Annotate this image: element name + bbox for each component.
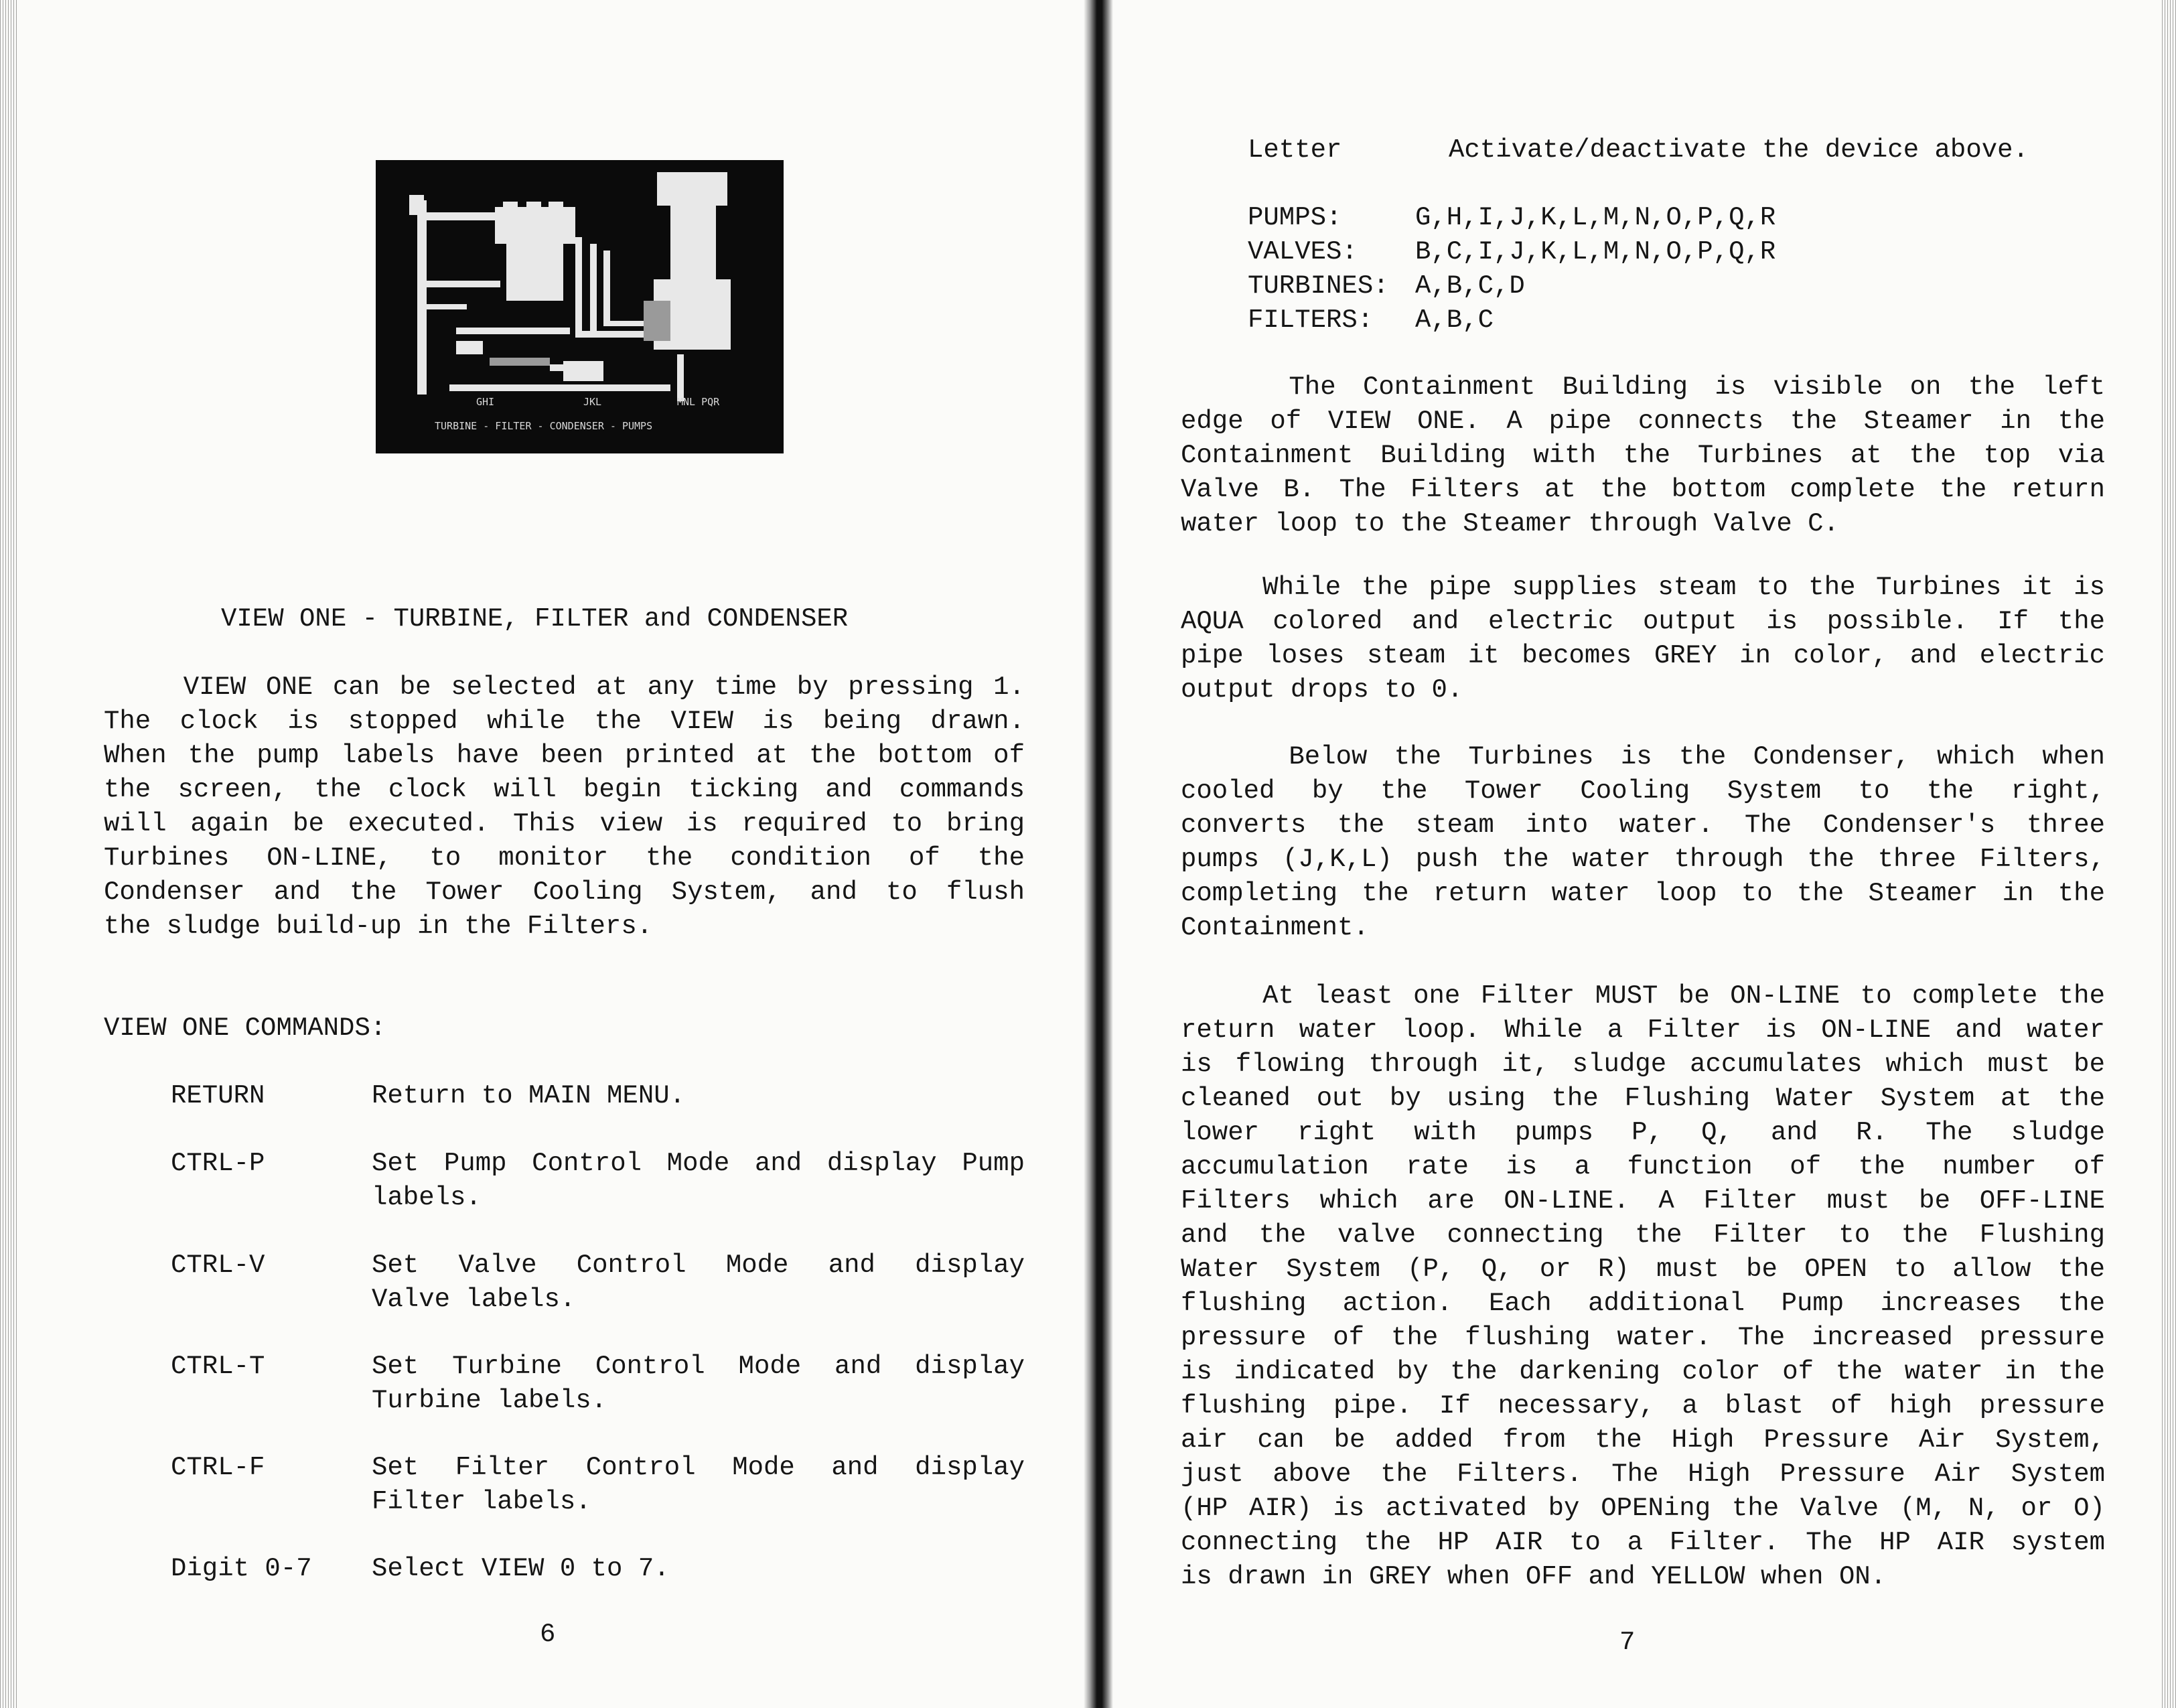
device-label: PUMPS: (1248, 203, 1342, 232)
paragraph-line: edge of VIEW ONE. A pipe connects the Steamer in the (1181, 407, 2105, 436)
device-label: FILTERS: (1248, 305, 1374, 335)
command-desc (372, 1147, 1025, 1215)
page-number: 7 (1619, 1628, 1636, 1657)
command-desc-line: Set Filter Control Mode and display (372, 1453, 1025, 1482)
paragraph-line: connecting the HP AIR to a Filter. The HP AIR system (1181, 1528, 2105, 1557)
view-one-diagram (376, 160, 784, 453)
page-number: 6 (540, 1620, 556, 1649)
device-letters: G,H,I,J,K,L,M,N,O,P,Q,R (1415, 203, 1776, 232)
screen-label-jkl: JKL (583, 396, 602, 408)
paragraph-line: pipe loses steam it becomes GREY in color, and electric (1181, 641, 2105, 670)
section-title: VIEW ONE - TURBINE, FILTER and CONDENSER (221, 604, 849, 634)
paragraph-line: is drawn in GREY when OFF and YELLOW when ON. (1181, 1562, 1887, 1591)
intro-line: Condenser and the Tower Cooling System, and to flush (104, 877, 1025, 907)
paragraph-line: just above the Filters. The High Pressure Air System (1181, 1460, 2105, 1489)
intro-line: When the pump labels have been printed at the bottom of (104, 741, 1025, 770)
command-key: CTRL-P (171, 1149, 265, 1178)
paragraph-line: and the valve connecting the Filter to the Flushing (1181, 1220, 2105, 1250)
paragraph-line: Filters which are ON-LINE. A Filter must be OFF-LINE (1181, 1186, 2105, 1216)
paragraph-line: air can be added from the High Pressure Air System, (1181, 1425, 2105, 1455)
device-label: TURBINES: (1248, 271, 1389, 301)
command-desc (372, 1249, 1025, 1317)
intro-line: the sludge build-up in the Filters. (104, 912, 653, 941)
command-desc-line: labels. (372, 1183, 482, 1212)
command-key: RETURN (171, 1081, 265, 1111)
paragraph-line: Containment Building with the Turbines at the top via (1181, 441, 2105, 470)
device-letters: B,C,I,J,K,L,M,N,O,P,Q,R (1415, 237, 1776, 267)
command-key: CTRL-V (171, 1251, 265, 1280)
intro-line: Turbines ON-LINE, to monitor the condition of the (104, 843, 1025, 873)
paragraph-filters (1181, 979, 2105, 1594)
command-desc (372, 1552, 1025, 1586)
paragraph-line: return water loop. While a Filter is ON-LINE and water (1181, 1015, 2105, 1045)
scan-edge-right (2162, 0, 2176, 1708)
paragraph-containment (1181, 370, 2105, 541)
view-one-screenshot (376, 160, 784, 453)
paragraph-steam (1181, 571, 2105, 707)
letter-desc: Activate/deactivate the device above. (1449, 135, 2029, 165)
command-desc-line: Turbine labels. (372, 1386, 607, 1415)
paragraph-line: water loop to the Steamer through Valve C. (1181, 509, 1839, 539)
paragraph-line: AQUA colored and electric output is possible. If the (1181, 607, 2105, 636)
device-label: VALVES: (1248, 237, 1358, 267)
paragraph-line: is indicated by the darkening color of the water in the (1181, 1357, 2105, 1386)
paragraph-line: While the pipe supplies steam to the Turbines it is (1181, 573, 2105, 602)
paragraph-line: Containment. (1181, 913, 1369, 942)
command-desc-line: Filter labels. (372, 1487, 591, 1516)
letter-key: Letter (1248, 135, 1342, 165)
paragraph-line: converts the steam into water. The Condenser's three (1181, 810, 2105, 840)
paragraph-line: cleaned out by using the Flushing Water System at the (1181, 1084, 2105, 1113)
command-key: Digit 0-7 (171, 1554, 312, 1583)
paragraph-line: accumulation rate is a function of the number of (1181, 1152, 2105, 1182)
paragraph-condenser (1181, 740, 2105, 945)
commands-heading: VIEW ONE COMMANDS: (104, 1013, 386, 1043)
intro-line: The clock is stopped while the VIEW is being drawn. (104, 707, 1025, 736)
paragraph-line: (HP AIR) is activated by OPENing the Valve (M, N, or O) (1181, 1494, 2105, 1523)
command-key: CTRL-T (171, 1352, 265, 1381)
screen-caption: TURBINE - FILTER - CONDENSER - PUMPS (435, 420, 653, 432)
command-desc-line: Set Turbine Control Mode and display (372, 1352, 1025, 1381)
command-desc-line: Set Valve Control Mode and display (372, 1251, 1025, 1280)
paragraph-line: Below the Turbines is the Condenser, which when (1181, 742, 2105, 772)
paragraph-line: lower right with pumps P, Q, and R. The sludge (1181, 1118, 2105, 1147)
command-desc-line: Set Pump Control Mode and display Pump (372, 1149, 1025, 1178)
command-desc (372, 1350, 1025, 1418)
command-desc (372, 1079, 1025, 1113)
screen-label-ghi: GHI (476, 396, 495, 408)
intro-line: VIEW ONE can be selected at any time by pressing 1. (104, 672, 1025, 702)
command-desc-line: Select VIEW 0 to 7. (372, 1554, 670, 1583)
paragraph-line: output drops to 0. (1181, 675, 1463, 705)
paragraph-line: flushing pipe. If necessary, a blast of high pressure (1181, 1391, 2105, 1421)
paragraph-line: The Containment Building is visible on the left (1181, 372, 2105, 402)
intro-line: the screen, the clock will begin ticking and commands (104, 775, 1025, 804)
command-desc-line: Return to MAIN MENU. (372, 1081, 686, 1111)
paragraph-line: At least one Filter MUST be ON-LINE to complete the (1181, 981, 2105, 1011)
paragraph-line: is flowing through it, sludge accumulates which must be (1181, 1050, 2105, 1079)
command-desc (372, 1451, 1025, 1519)
paragraph-line: cooled by the Tower Cooling System to the right, (1181, 776, 2105, 806)
paragraph-line: Water System (P, Q, or R) must be OPEN to allow the (1181, 1255, 2105, 1284)
intro-paragraph (104, 670, 1025, 944)
screen-label-mnl-pqr: MNL PQR (677, 396, 720, 408)
paragraph-line: completing the return water loop to the Steamer in the (1181, 879, 2105, 908)
command-key: CTRL-F (171, 1453, 265, 1482)
device-letters: A,B,C (1415, 305, 1494, 335)
paragraph-line: flushing action. Each additional Pump increases the (1181, 1289, 2105, 1318)
paragraph-line: pumps (J,K,L) push the water through the three Filters, (1181, 845, 2105, 874)
command-desc-line: Valve labels. (372, 1285, 576, 1314)
intro-line: will again be executed. This view is required to bring (104, 809, 1025, 839)
paragraph-line: pressure of the flushing water. The increased pressure (1181, 1323, 2105, 1352)
device-letters: A,B,C,D (1415, 271, 1525, 301)
paragraph-line: Valve B. The Filters at the bottom complete the return (1181, 475, 2105, 504)
